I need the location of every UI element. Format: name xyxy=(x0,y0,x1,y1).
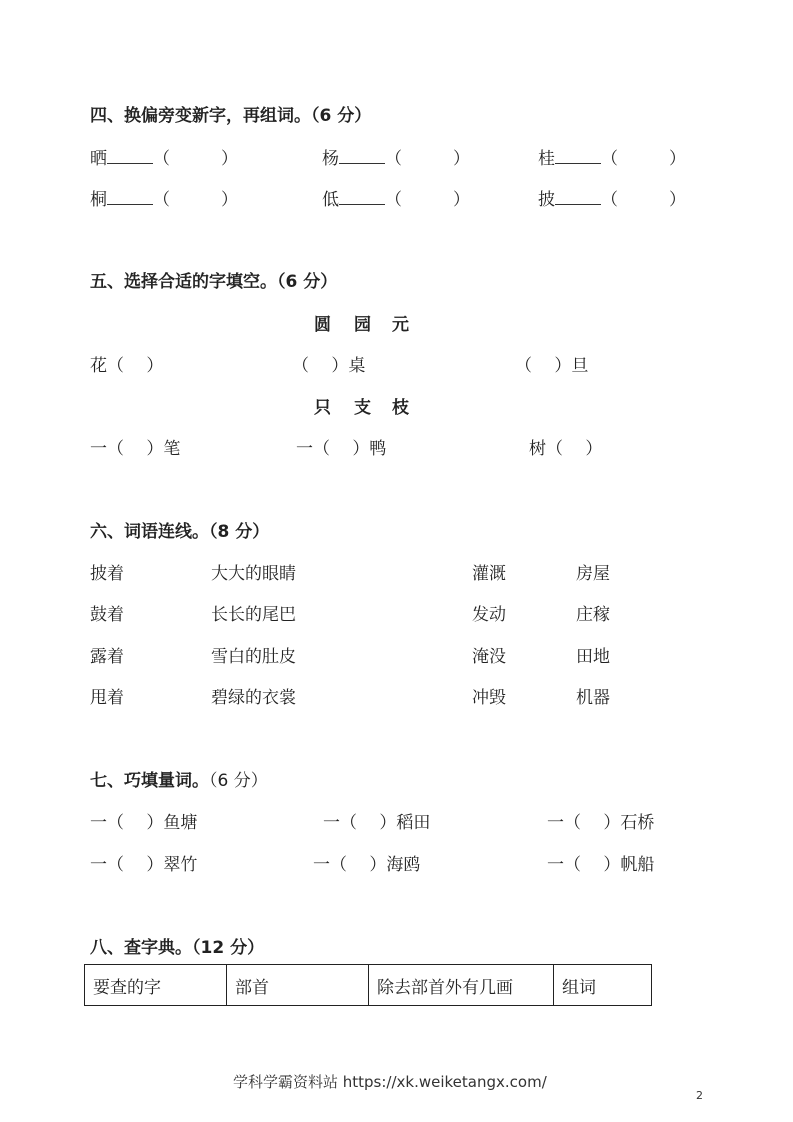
page-number: 2 xyxy=(696,1089,703,1102)
s4-blank[interactable] xyxy=(107,190,153,205)
s4-item-4 xyxy=(90,185,238,210)
s4-char: 披 xyxy=(538,190,555,210)
section-6-title: 六、词语连线。（8 分） xyxy=(90,522,270,542)
s5-choice: 支 xyxy=(354,398,371,418)
s5-blank-item[interactable]: 一（ ）鸭 xyxy=(296,439,387,459)
s4-char: 桐 xyxy=(90,190,107,210)
s7-title-text: 七、巧填量词。 xyxy=(90,771,209,791)
s7-blank-item[interactable]: 一（ ）翠竹 xyxy=(90,855,198,875)
s5-blank-item[interactable]: 树（ ） xyxy=(529,439,603,459)
s4-paren[interactable]: （ ） xyxy=(601,149,686,169)
table-header-cell: 除去部首外有几画 xyxy=(369,965,554,1006)
s4-blank[interactable] xyxy=(339,149,385,164)
s4-char: 低 xyxy=(322,190,339,210)
s6-word[interactable]: 鼓着 xyxy=(90,605,124,625)
s7-blank-item[interactable]: 一（ ）石桥 xyxy=(547,813,655,833)
s5-blank-item[interactable]: （ ）旦 xyxy=(515,356,589,376)
s6-word[interactable]: 房屋 xyxy=(576,564,610,584)
s6-word[interactable]: 发动 xyxy=(472,605,506,625)
s4-paren[interactable]: （ ） xyxy=(385,149,470,169)
section-5-title: 五、选择合适的字填空。（6 分） xyxy=(90,272,338,292)
s4-item-6 xyxy=(538,185,686,210)
s4-item-5 xyxy=(322,185,470,210)
table-header-cell: 要查的字 xyxy=(85,965,227,1006)
s6-word[interactable]: 庄稼 xyxy=(576,605,610,625)
s4-paren[interactable]: （ ） xyxy=(385,190,470,210)
s7-blank-item[interactable]: 一（ ）鱼塘 xyxy=(90,813,198,833)
s4-char: 桂 xyxy=(538,149,555,169)
s7-blank-item[interactable]: 一（ ）海鸥 xyxy=(313,855,421,875)
s6-word[interactable]: 田地 xyxy=(576,647,610,667)
s6-word[interactable]: 甩着 xyxy=(90,688,124,708)
s4-blank[interactable] xyxy=(107,149,153,164)
section-4-title: 四、换偏旁变新字，再组词。（6 分） xyxy=(90,106,372,126)
s7-blank-item[interactable]: 一（ ）稻田 xyxy=(323,813,431,833)
s6-word[interactable]: 长长的尾巴 xyxy=(211,605,296,625)
s4-char: 晒 xyxy=(90,149,107,169)
s5-choice: 圆 xyxy=(314,315,331,335)
section-7-title xyxy=(90,766,268,791)
s6-word[interactable]: 雪白的肚皮 xyxy=(211,647,296,667)
s6-word[interactable]: 灌溉 xyxy=(472,564,506,584)
s6-word[interactable]: 碧绿的衣裳 xyxy=(211,688,296,708)
s7-score: （6 分） xyxy=(209,771,268,791)
s4-blank[interactable] xyxy=(339,190,385,205)
table-header-cell: 部首 xyxy=(227,965,369,1006)
s5-choice: 只 xyxy=(314,398,331,418)
s4-char: 杨 xyxy=(322,149,339,169)
s6-word[interactable]: 披着 xyxy=(90,564,124,584)
s6-word[interactable]: 大大的眼睛 xyxy=(211,564,296,584)
s6-word[interactable]: 机器 xyxy=(576,688,610,708)
s6-word[interactable]: 淹没 xyxy=(472,647,506,667)
table-row xyxy=(85,965,652,1006)
s4-paren[interactable]: （ ） xyxy=(153,149,238,169)
footer-watermark: 学科学霸资料站 https://xk.weiketangx.com/ xyxy=(233,1073,547,1091)
s4-blank[interactable] xyxy=(555,190,601,205)
dictionary-table xyxy=(84,964,652,1006)
s7-blank-item[interactable]: 一（ ）帆船 xyxy=(547,855,655,875)
s5-choice: 元 xyxy=(392,315,409,335)
s5-blank-item[interactable]: 花（ ） xyxy=(90,356,164,376)
s4-blank[interactable] xyxy=(555,149,601,164)
s5-blank-item[interactable]: 一（ ）笔 xyxy=(90,439,181,459)
table-header-cell: 组词 xyxy=(554,965,652,1006)
s4-item-3 xyxy=(538,144,686,169)
section-8-title: 八、查字典。（12 分） xyxy=(90,938,265,958)
s4-paren[interactable]: （ ） xyxy=(601,190,686,210)
s6-word[interactable]: 冲毁 xyxy=(472,688,506,708)
s4-paren[interactable]: （ ） xyxy=(153,190,238,210)
s4-item-2 xyxy=(322,144,470,169)
s5-choice: 园 xyxy=(354,315,371,335)
s4-item-1 xyxy=(90,144,238,169)
s5-choice: 枝 xyxy=(392,398,409,418)
s6-word[interactable]: 露着 xyxy=(90,647,124,667)
s5-blank-item[interactable]: （ ）桌 xyxy=(292,356,366,376)
